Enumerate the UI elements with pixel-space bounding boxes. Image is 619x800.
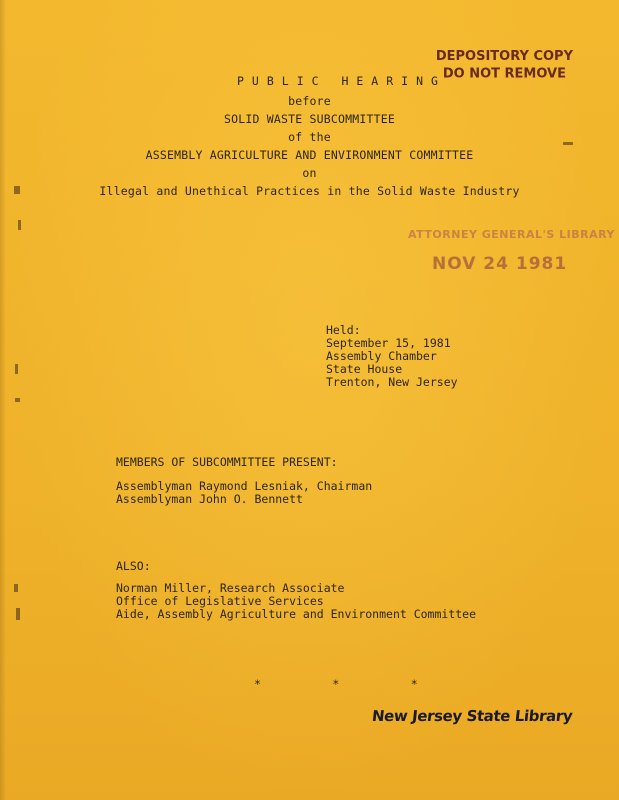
subcommittee-name: SOLID WASTE SUBCOMMITTEE [224, 112, 395, 126]
also-heading: ALSO: [116, 559, 151, 573]
committee-name: ASSEMBLY AGRICULTURE AND ENVIRONMENT COMMITTEE [145, 148, 474, 162]
binding-mark [15, 398, 20, 402]
depository-stamp-line2: DO NOT REMOVE [442, 66, 566, 82]
attorney-general-library-stamp: ATTORNEY GENERAL'S LIBRARY [408, 228, 615, 241]
held-city: Trenton, New Jersey [326, 375, 458, 389]
list-item: Aide, Assembly Agriculture and Environment Committee [116, 607, 477, 621]
title-of-the: of the [288, 130, 331, 144]
held-building: State House [326, 362, 403, 376]
list-item: Assemblyman John O. Bennett [116, 492, 303, 506]
list-item: Norman Miller, Research Associate [116, 581, 345, 595]
held-date: September 15, 1981 [326, 336, 451, 350]
binding-mark [14, 584, 18, 592]
section-separator-stars: * * * [254, 677, 418, 691]
list-item: Office of Legislative Services [116, 594, 324, 608]
list-item: Assemblyman Raymond Lesniak, Chairman [116, 479, 373, 493]
members-heading: MEMBERS OF SUBCOMMITTEE PRESENT: [116, 455, 338, 469]
also-list [116, 582, 476, 621]
members-list [116, 480, 372, 506]
title-before: before [288, 94, 331, 108]
depository-stamp [436, 47, 573, 83]
held-place: Assembly Chamber [326, 349, 437, 363]
binding-mark [16, 608, 20, 620]
title-on: on [302, 166, 317, 180]
hearing-title: PUBLIC HEARING [237, 74, 446, 88]
binding-mark [15, 364, 18, 374]
hearing-subject: Illegal and Unethical Practices in the Solid Waste Industry [99, 184, 520, 198]
depository-stamp-line1: DEPOSITORY COPY [435, 48, 573, 64]
binding-mark [18, 220, 21, 230]
nj-state-library-stamp: New Jersey State Library [371, 707, 574, 725]
held-details [326, 324, 458, 389]
received-date-stamp: NOV 24 1981 [432, 254, 568, 274]
held-label: Held: [326, 323, 361, 337]
